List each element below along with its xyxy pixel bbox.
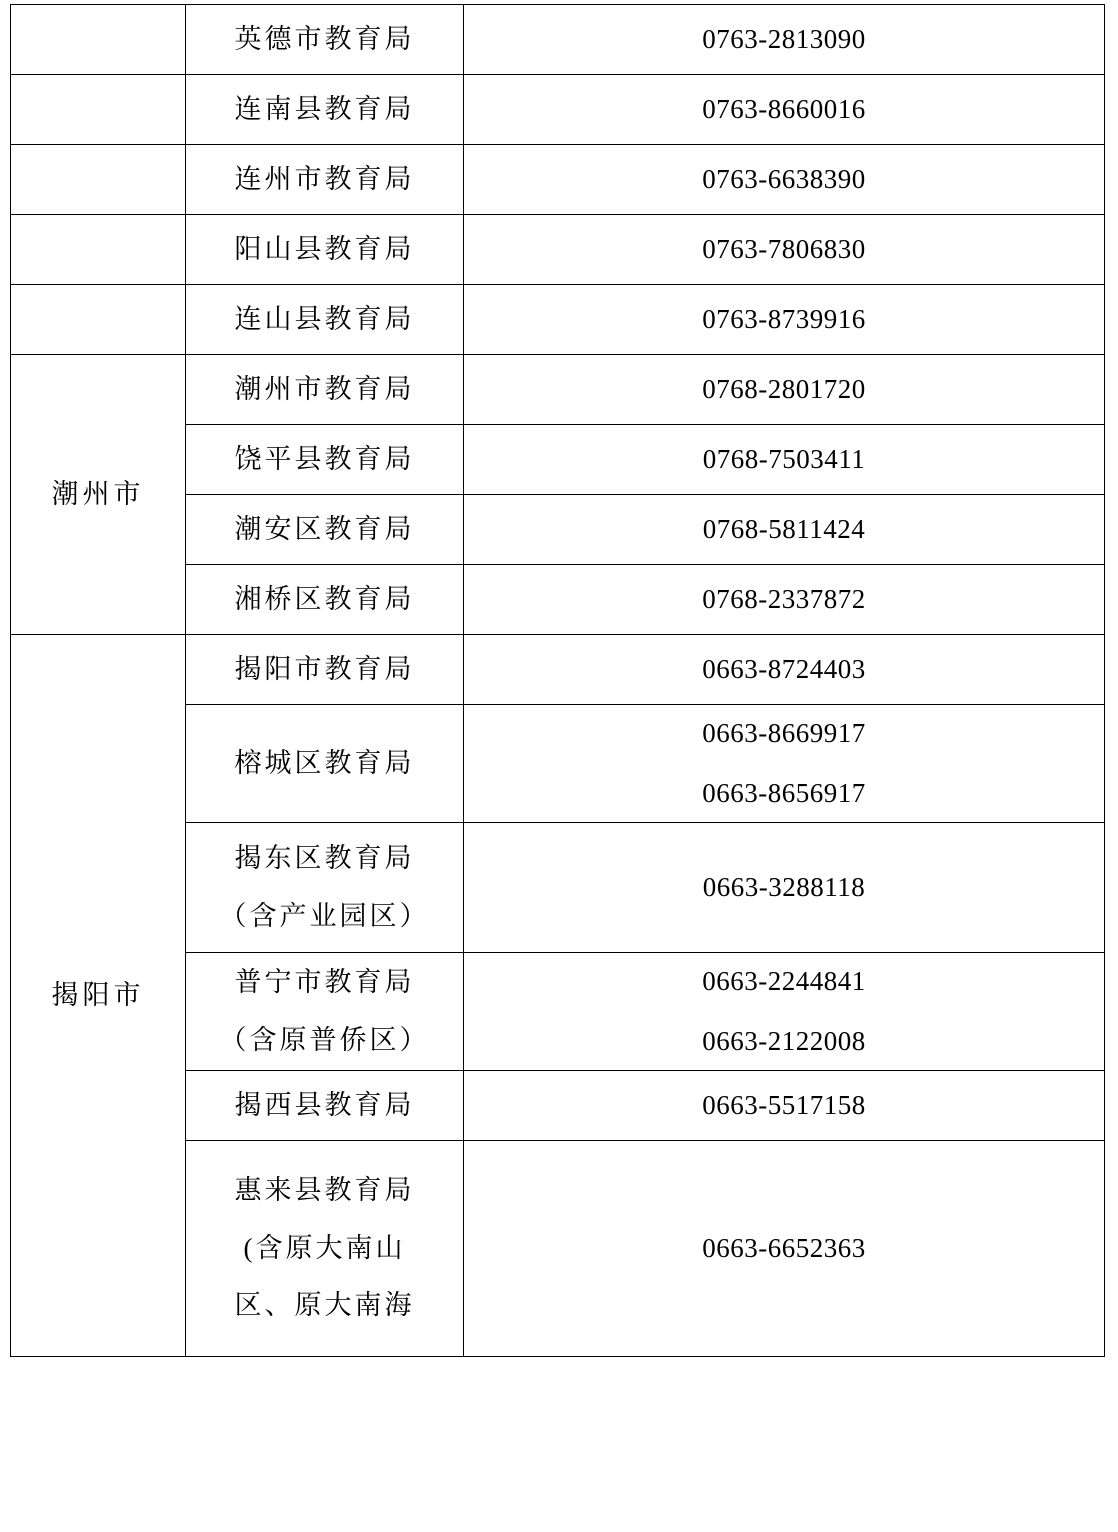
phone-cell <box>464 1141 1105 1357</box>
phone-number: 0768-2337872 <box>702 583 866 614</box>
phone-cell <box>464 425 1105 495</box>
phone-number: 0663-2122008 <box>702 1025 866 1056</box>
organization-cell <box>186 285 464 355</box>
phone-number: 0768-7503411 <box>702 443 866 474</box>
organization-line: 普宁市教育局 <box>234 966 415 997</box>
phone-number: 0768-5811424 <box>702 513 866 544</box>
table-body <box>11 5 1105 1357</box>
organization-cell <box>186 215 464 285</box>
phone-cell <box>464 953 1105 1071</box>
table-row <box>11 215 1105 285</box>
phone-number: 0663-8656917 <box>702 777 866 808</box>
phone-number: 0663-5517158 <box>702 1089 866 1120</box>
phone-number: 0663-8669917 <box>702 718 866 749</box>
organization-line: 潮州市教育局 <box>234 373 415 404</box>
phone-cell <box>464 705 1105 823</box>
organization-line: 连南县教育局 <box>234 93 415 124</box>
table-row <box>11 5 1105 75</box>
phone-cell <box>464 145 1105 215</box>
city-cell <box>11 285 186 355</box>
city-cell <box>11 75 186 145</box>
organization-line: （含原普侨区） <box>219 1024 430 1055</box>
organization-line: 潮安区教育局 <box>234 513 415 544</box>
organization-cell <box>186 425 464 495</box>
organization-cell <box>186 823 464 953</box>
organization-line: （含产业园区） <box>219 900 430 931</box>
organization-cell <box>186 635 464 705</box>
organization-cell <box>186 705 464 823</box>
phone-number: 0763-7806830 <box>702 233 866 264</box>
organization-cell <box>186 355 464 425</box>
organization-line: 连州市教育局 <box>234 163 415 194</box>
phone-number: 0763-8739916 <box>702 303 866 334</box>
table-row <box>11 145 1105 215</box>
phone-number: 0663-2244841 <box>702 966 866 997</box>
organization-cell <box>186 495 464 565</box>
phone-cell <box>464 1071 1105 1141</box>
city-cell-jieyang: 揭阳市 <box>11 635 186 1357</box>
organization-line: 揭西县教育局 <box>234 1089 415 1120</box>
phone-cell <box>464 75 1105 145</box>
organization-cell <box>186 565 464 635</box>
phone-number: 0763-6638390 <box>702 163 866 194</box>
phone-cell <box>464 495 1105 565</box>
table-row <box>11 75 1105 145</box>
table-row <box>11 355 1105 425</box>
organization-line: 饶平县教育局 <box>234 443 415 474</box>
organization-cell <box>186 75 464 145</box>
table-row <box>11 285 1105 355</box>
phone-cell <box>464 5 1105 75</box>
phone-number: 0768-2801720 <box>702 373 866 404</box>
phone-number: 0763-2813090 <box>702 23 866 54</box>
phone-cell <box>464 215 1105 285</box>
organization-cell <box>186 1071 464 1141</box>
organization-line: 揭阳市教育局 <box>234 653 415 684</box>
document-page <box>0 4 1118 1532</box>
phone-number: 0663-8724403 <box>702 653 866 684</box>
organization-cell <box>186 1141 464 1357</box>
organization-line: 湘桥区教育局 <box>234 583 415 614</box>
organization-cell <box>186 145 464 215</box>
organization-line: 英德市教育局 <box>234 23 415 54</box>
phone-number: 0763-8660016 <box>702 93 866 124</box>
organization-line: 惠来县教育局 <box>234 1174 415 1205</box>
phone-cell <box>464 565 1105 635</box>
phone-cell <box>464 635 1105 705</box>
phone-number: 0663-6652363 <box>702 1232 866 1263</box>
phone-cell <box>464 355 1105 425</box>
organization-line: 榕城区教育局 <box>234 747 415 778</box>
education-bureau-contact-table <box>10 4 1105 1357</box>
organization-cell <box>186 5 464 75</box>
phone-number: 0663-3288118 <box>702 871 866 902</box>
organization-line: 区、原大南海 <box>234 1290 415 1321</box>
organization-line: 连山县教育局 <box>234 303 415 334</box>
organization-cell <box>186 953 464 1071</box>
city-cell <box>11 215 186 285</box>
phone-cell <box>464 285 1105 355</box>
city-cell <box>11 5 186 75</box>
organization-line: (含原大南山 <box>243 1232 406 1263</box>
table-row <box>11 635 1105 705</box>
city-cell-chaozhou: 潮州市 <box>11 355 186 635</box>
organization-line: 揭东区教育局 <box>234 842 415 873</box>
phone-cell <box>464 823 1105 953</box>
organization-line: 阳山县教育局 <box>234 233 415 264</box>
city-cell <box>11 145 186 215</box>
